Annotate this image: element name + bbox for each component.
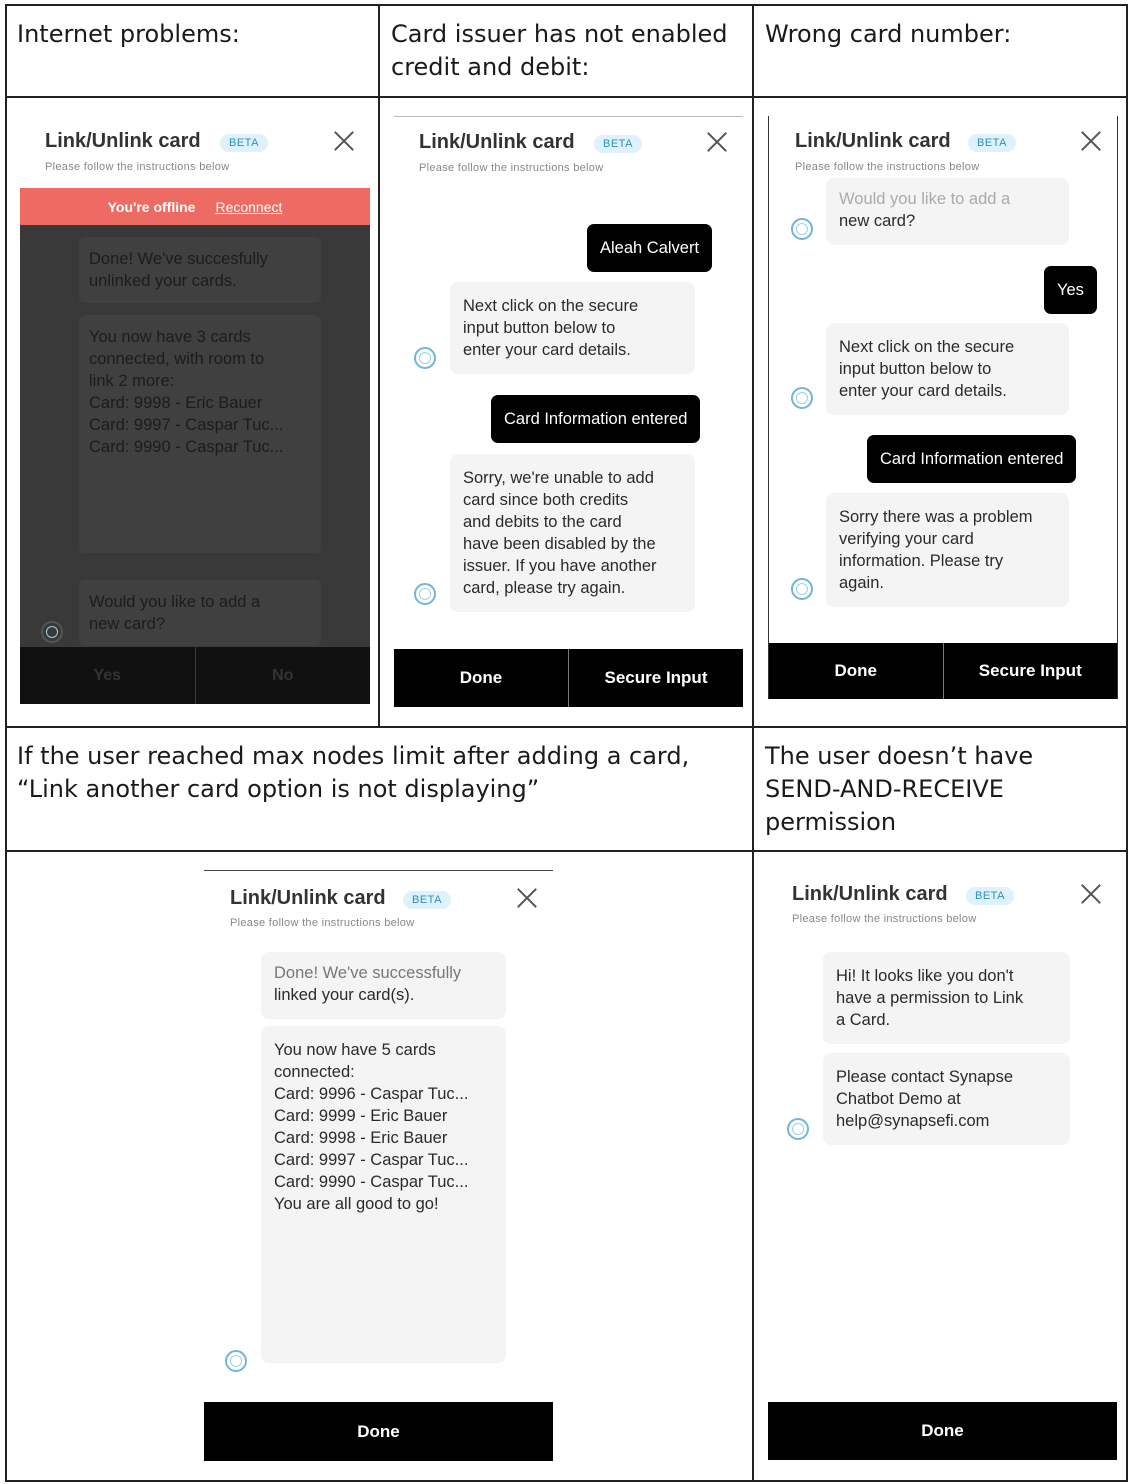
- message-line: new card?: [89, 615, 166, 633]
- caption-line: Card issuer has not enabled: [391, 20, 728, 48]
- bot-avatar-icon: [414, 347, 436, 369]
- card-item: Card: 9990 - Caspar Tuc...: [274, 1173, 469, 1191]
- message-line: again.: [839, 574, 884, 592]
- widget-title: Link/Unlink card: [792, 883, 948, 905]
- message-line: have been disabled by the: [463, 535, 656, 553]
- message-line: connected, with room to: [89, 350, 265, 368]
- message-line: card, please try again.: [463, 579, 626, 597]
- beta-badge: BETA: [220, 134, 268, 152]
- chat-panel-max-nodes: [204, 870, 553, 1461]
- message-line: Next click on the secure: [839, 338, 1015, 356]
- caption-line: SEND-AND-RECEIVE: [765, 775, 1004, 803]
- button-bar: [394, 649, 743, 707]
- table-border-col1: [378, 4, 380, 728]
- bot-avatar-icon: [791, 578, 813, 600]
- chat-panel-permission: [768, 868, 1117, 1460]
- beta-badge: BETA: [968, 134, 1016, 152]
- close-icon[interactable]: [1080, 883, 1102, 905]
- message-line: You now have 5 cards: [274, 1041, 436, 1059]
- message-line: Next click on the secure: [463, 297, 639, 315]
- button-bar: [769, 643, 1117, 699]
- caption-wrong-card: Wrong card number:: [765, 20, 1012, 48]
- close-icon[interactable]: [516, 887, 538, 909]
- message-line: Hi! It looks like you don't: [836, 967, 1014, 985]
- message-line: unlinked your cards.: [89, 272, 237, 290]
- offline-banner: [20, 188, 370, 225]
- bot-avatar-icon: [791, 218, 813, 240]
- done-button[interactable]: Done: [834, 661, 877, 680]
- caption-line: If the user reached max nodes limit after adding a card,: [17, 742, 690, 770]
- card-item: Card: 9996 - Caspar Tuc...: [274, 1085, 469, 1103]
- no-button[interactable]: No: [195, 647, 371, 704]
- user-message: Yes: [1044, 266, 1097, 314]
- bot-avatar-icon: [41, 621, 63, 643]
- message-line: Would you like to add a: [89, 593, 261, 611]
- message-line: new card?: [839, 212, 916, 230]
- beta-badge: BETA: [966, 887, 1014, 905]
- table-border-top: [5, 4, 1128, 6]
- bot-message: [823, 952, 1070, 1044]
- bot-message: [79, 315, 321, 553]
- bot-message: [79, 237, 321, 303]
- bot-message: [261, 952, 506, 1019]
- table-border-col2: [752, 4, 754, 1482]
- message-line: You are all good to go!: [274, 1195, 439, 1213]
- user-message: Card Information entered: [491, 395, 700, 443]
- message-line: information. Please try: [839, 552, 1004, 570]
- card-item: Card: 9997 - Caspar Tuc...: [89, 416, 284, 434]
- widget-subtitle: Please follow the instructions below: [792, 913, 977, 925]
- card-item: Card: 9998 - Eric Bauer: [274, 1129, 448, 1147]
- caption-permission: [765, 740, 1033, 839]
- button-bar: [204, 1402, 553, 1461]
- caption-line: The user doesn’t have: [765, 742, 1034, 770]
- bot-message: [450, 454, 695, 612]
- widget-subtitle: Please follow the instructions below: [795, 161, 980, 173]
- bot-avatar-icon: [225, 1350, 247, 1372]
- message-line: Chatbot Demo at: [836, 1090, 961, 1108]
- table-border-left: [5, 4, 7, 1482]
- beta-badge: BETA: [403, 891, 451, 909]
- bot-message: [261, 1026, 506, 1363]
- table-border-right: [1126, 4, 1128, 1482]
- button-bar: [20, 647, 370, 704]
- message-line: Sorry, we're unable to add: [463, 469, 654, 487]
- yes-button[interactable]: Yes: [93, 666, 122, 684]
- message-line: input button below to: [839, 360, 992, 378]
- close-icon[interactable]: [333, 130, 355, 152]
- user-message: Aleah Calvert: [587, 224, 712, 272]
- message-line: connected:: [274, 1063, 355, 1081]
- secure-input-button[interactable]: Secure Input: [568, 649, 743, 707]
- message-line: You now have 3 cards: [89, 328, 251, 346]
- close-icon[interactable]: [1080, 130, 1102, 152]
- caption-card-issuer: [391, 18, 728, 84]
- offline-text: You're offline: [107, 198, 196, 215]
- message-line: issuer. If you have another: [463, 557, 657, 575]
- message-line: have a permission to Link: [836, 989, 1024, 1007]
- bot-message: [79, 580, 321, 646]
- caption-internet-problems: Internet problems:: [17, 20, 240, 48]
- message-line: linked your card(s).: [274, 986, 415, 1004]
- table-border-row2: [5, 726, 1128, 728]
- message-line: enter your card details.: [463, 341, 631, 359]
- caption-line: credit and debit:: [391, 53, 590, 81]
- bot-message: [826, 178, 1069, 245]
- done-button[interactable]: Done: [459, 668, 503, 687]
- widget-title: Link/Unlink card: [419, 131, 575, 153]
- message-line: link 2 more:: [89, 372, 175, 390]
- bot-message: [450, 282, 695, 374]
- widget-title: Link/Unlink card: [230, 887, 386, 909]
- message-line: input button below to: [463, 319, 616, 337]
- message-line: card since both credits: [463, 491, 629, 509]
- user-message: Card Information entered: [867, 435, 1076, 483]
- card-item: Card: 9999 - Eric Bauer: [274, 1107, 448, 1125]
- bot-message: [826, 323, 1069, 415]
- bot-avatar-icon: [414, 583, 436, 605]
- chat-panel-offline: [20, 116, 370, 704]
- table-border-row1: [5, 96, 1128, 98]
- message-line: and debits to the card: [463, 513, 622, 531]
- widget-title: Link/Unlink card: [795, 130, 951, 152]
- widget-subtitle: Please follow the instructions below: [419, 162, 604, 174]
- close-icon[interactable]: [706, 131, 728, 153]
- caption-max-nodes: [17, 740, 689, 806]
- beta-badge: BETA: [594, 135, 642, 153]
- done-button[interactable]: Done: [357, 1421, 400, 1441]
- card-item: Card: 9997 - Caspar Tuc...: [274, 1151, 469, 1169]
- chat-panel-issuer: [394, 116, 743, 707]
- button-bar: [768, 1402, 1117, 1460]
- reconnect-link[interactable]: Reconnect: [215, 198, 283, 215]
- chat-panel-wrong-card: [768, 116, 1118, 699]
- message-line: Sorry there was a problem: [839, 508, 1033, 526]
- offline-overlay: [20, 225, 370, 704]
- widget-title: Link/Unlink card: [45, 130, 201, 152]
- bot-message: [823, 1053, 1070, 1145]
- table-border-row3: [5, 850, 1128, 852]
- widget-subtitle: Please follow the instructions below: [230, 917, 415, 929]
- message-line: Would you like to add a: [839, 190, 1011, 208]
- widget-subtitle: Please follow the instructions below: [45, 161, 230, 173]
- table-border-bottom: [5, 1480, 1128, 1482]
- message-line: enter your card details.: [839, 382, 1007, 400]
- card-item: Card: 9990 - Caspar Tuc...: [89, 438, 284, 456]
- message-line: a Card.: [836, 1011, 891, 1029]
- caption-line: “Link another card option is not displaying”: [17, 775, 540, 803]
- card-item: Card: 9998 - Eric Bauer: [89, 394, 263, 412]
- done-button[interactable]: Done: [921, 1421, 964, 1440]
- bot-avatar-icon: [791, 387, 813, 409]
- secure-input-button[interactable]: Secure Input: [943, 643, 1118, 699]
- message-line: verifying your card: [839, 530, 974, 548]
- bot-message: [826, 493, 1069, 607]
- caption-line: permission: [765, 808, 897, 836]
- message-line: Done! We've successfully: [274, 964, 462, 982]
- bot-avatar-icon: [787, 1118, 809, 1140]
- message-line: Please contact Synapse: [836, 1068, 1014, 1086]
- message-line: help@synapsefi.com: [836, 1112, 990, 1130]
- message-line: Done! We've succesfully: [89, 250, 268, 268]
